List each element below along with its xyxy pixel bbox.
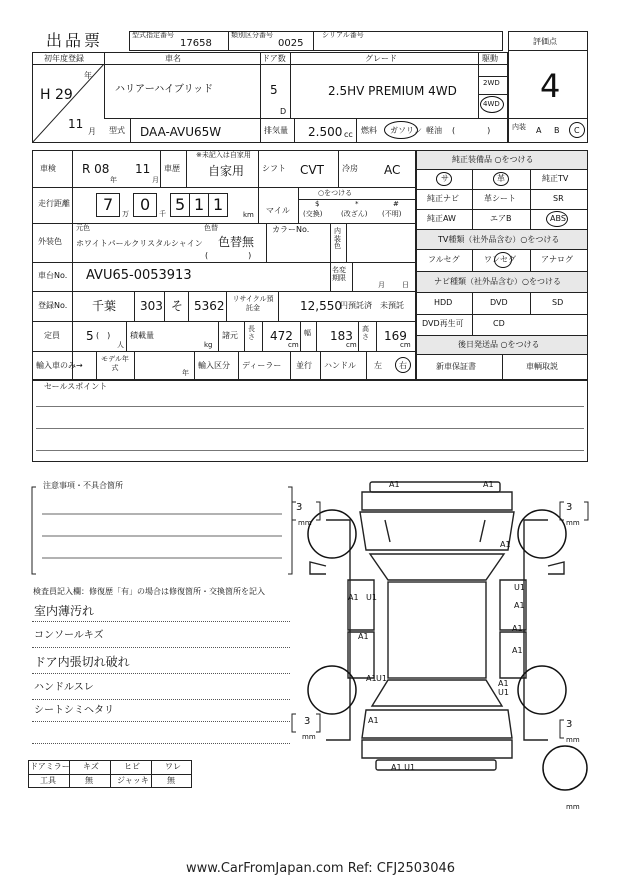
inspection-era: R 08 — [82, 162, 110, 176]
oil-paren: ( ) — [452, 126, 491, 135]
modified-label: (改ざん) — [341, 210, 368, 218]
legend-value: ジャッキ — [117, 776, 149, 785]
interior-grade-c: C — [574, 126, 580, 135]
inspection-month: 11 — [135, 162, 151, 176]
load-label: 積載量 — [130, 331, 154, 340]
reg-class: 303 — [140, 299, 163, 313]
abs-option: ABS — [550, 214, 566, 223]
first-reg-era: H 29 — [40, 87, 73, 103]
unknown-symbol: # — [393, 200, 399, 208]
note-line-4: ハンドルスレ — [34, 682, 94, 693]
fuel-value: ガソリン — [390, 126, 422, 135]
note-line-5: シートシミヘタリ — [34, 705, 114, 716]
cd-option: CD — [493, 319, 505, 328]
warranty-option: 新車保証書 — [436, 362, 476, 371]
inspection-label: 車検 — [40, 164, 56, 173]
length-label: 長さ — [248, 325, 255, 342]
interior-grade-b: B — [554, 126, 560, 135]
damage-mark: A1 — [366, 674, 377, 683]
damage-mark: U1 — [376, 674, 387, 683]
inspection-month-unit: 月 — [152, 176, 159, 184]
capacity-value: 5 — [86, 329, 94, 343]
mileage-circle-note: ○をつける — [318, 189, 353, 197]
dims-label: 諸元 — [222, 331, 238, 340]
height-unit: cm — [400, 341, 411, 349]
mileage-digit: 1 — [194, 195, 205, 214]
doors-label: ドア数 — [262, 54, 286, 63]
score-value: 4 — [540, 67, 561, 105]
displacement-value: 2.500 — [308, 125, 343, 139]
handle-label: ハンドル — [324, 361, 356, 370]
chassis-value: AVU65-0053913 — [86, 268, 192, 283]
color-no-label: カラーNo. — [272, 225, 310, 234]
mileage-sen: 千 — [159, 210, 166, 218]
note-line-3: ドア内張切れ破れ — [34, 655, 130, 669]
parallel-option: 並行 — [296, 361, 312, 370]
chassis-label: 車台No. — [38, 271, 68, 280]
reg-area: 千葉 — [92, 299, 117, 313]
drive-label: 駆動 — [482, 54, 498, 63]
hdd-option: HDD — [434, 298, 453, 307]
interior-label: 内装 — [512, 123, 526, 131]
tire-tread-fl: 3 — [296, 502, 303, 513]
oneseg-option: ワンセグ — [484, 255, 516, 264]
car-name-label: 車名 — [165, 54, 181, 63]
tv-header: TV種類（社外品含む）○をつける — [438, 235, 560, 244]
first-reg-diagonal — [32, 64, 104, 143]
oneseg-circle — [494, 252, 512, 268]
genuine-aw-option: 純正AW — [427, 214, 456, 223]
displacement-label: 排気量 — [264, 126, 288, 135]
damage-mark: U1 — [366, 593, 377, 602]
legend-header: ワレ — [165, 762, 181, 771]
use-value: 自家用 — [208, 164, 245, 178]
note-line-2: コンソールキズ — [34, 630, 104, 641]
model-number-label: 型式指定番号 — [132, 31, 174, 39]
modified-symbol: * — [355, 200, 359, 208]
shift-label: シフト — [262, 164, 286, 173]
sales-point-label: セールスポイント — [44, 382, 108, 391]
first-reg-label: 初年度登録 — [44, 54, 84, 63]
legend-value: 無 — [85, 776, 93, 785]
drive-4wd: 4WD — [483, 100, 500, 108]
name-change-label: 名変期限 — [332, 266, 346, 283]
import-label: 輸入車のみ→ — [36, 361, 83, 370]
legend-header: ドアミラー — [30, 762, 70, 771]
grade-label: グレード — [365, 54, 397, 63]
mileage-km: km — [243, 211, 254, 219]
mileage-digit: 1 — [213, 195, 224, 214]
model-year-unit: 年 — [182, 369, 189, 377]
import-class-label: 輸入区分 — [198, 361, 230, 370]
drive-2wd: 2WD — [483, 79, 500, 87]
doors-value: 5 — [270, 83, 278, 97]
damage-mark: A1 — [498, 679, 509, 688]
damage-mark: A1 — [512, 646, 523, 655]
damage-mark: A1 — [500, 540, 511, 549]
model-number: 17658 — [180, 38, 212, 49]
mileage-digit: 7 — [103, 195, 114, 214]
leather-circle — [493, 172, 509, 186]
damage-mark: A1 — [358, 632, 369, 641]
width-label: 幅 — [304, 329, 311, 337]
recycle-status: 円預託済 — [340, 301, 372, 310]
car-damage-diagram — [290, 470, 590, 810]
type-label: 型式 — [109, 126, 125, 135]
damage-mark: A1 — [368, 716, 379, 725]
reg-label: 登録No. — [38, 301, 68, 310]
cc-unit: cc — [344, 130, 353, 139]
doors-sub: D — [280, 107, 287, 116]
airbag-option: エアB — [490, 214, 512, 223]
navi-header: ナビ種類（社外品含む）○をつける — [434, 277, 561, 286]
tire-unit-rr: mm — [566, 736, 580, 744]
recycle-not: 未預託 — [380, 301, 404, 310]
car-name: ハリアーハイブリッド — [115, 84, 214, 95]
fullseg-option: フルセグ — [428, 255, 460, 264]
reg-kana: そ — [171, 299, 184, 313]
interior-grade-a: A — [536, 126, 542, 135]
sr-option: SR — [553, 194, 564, 203]
color-value: ホワイトパールクリスタルシャイン — [76, 239, 203, 248]
drive-4wd-circle — [480, 96, 504, 113]
exchange-label: (交換) — [303, 210, 323, 218]
sunroof-option: サ — [441, 174, 449, 183]
damage-mark: A1 U1 — [391, 763, 416, 772]
damage-mark: A1 — [348, 593, 359, 602]
serial-label: シリアル番号 — [322, 31, 364, 39]
tire-tread-rl: 3 — [304, 716, 311, 727]
legend-header: ヒビ — [124, 762, 140, 771]
damage-mark: A1 — [514, 601, 525, 610]
width-value: 183 — [330, 329, 353, 343]
height-value: 169 — [384, 329, 407, 343]
handle-left: 左 — [374, 361, 382, 370]
name-change-day: 日 — [402, 281, 409, 289]
first-reg-month: 11 — [68, 117, 84, 131]
length-value: 472 — [270, 329, 293, 343]
exchange-symbol: $ — [315, 200, 320, 208]
damage-mark: A1 — [389, 480, 400, 489]
color-orig-label: 元色 — [76, 224, 90, 232]
type-value: DAA-AVU65W — [140, 125, 222, 139]
unknown-label: (不明) — [382, 210, 402, 218]
first-reg-month-unit: 月 — [88, 127, 96, 136]
later-header: 後日発送品 ○をつける — [458, 340, 540, 349]
use-label: 車歴 — [164, 164, 180, 173]
name-change-month: 月 — [378, 281, 385, 289]
dvd-player-option: DVD再生可 — [422, 319, 464, 328]
genuine-header: 純正装備品 ○をつける — [452, 155, 534, 164]
first-reg-year-unit: 年 — [84, 71, 92, 80]
interior-grade-circle — [569, 122, 585, 138]
legend-value: 無 — [167, 776, 175, 785]
class-number-label: 類別区分番号 — [231, 31, 273, 39]
inspection-year-unit: 年 — [110, 176, 117, 184]
manual-option: 車輌取説 — [526, 362, 558, 371]
grade-value: 2.5HV PREMIUM 4WD — [328, 84, 457, 98]
leather-seat-option: 革シート — [484, 194, 516, 203]
height-label: 高さ — [362, 325, 369, 342]
mileage-man: 万 — [122, 210, 129, 218]
color-paren: ( ) — [205, 251, 252, 260]
genuine-navi-option: 純正ナビ — [427, 194, 459, 203]
reg-number: 5362 — [194, 299, 225, 313]
damage-mark: A1 — [483, 480, 494, 489]
damage-mark: A1 — [512, 624, 523, 633]
mileage-label: 走行距離 — [38, 199, 70, 208]
legend-header: キズ — [83, 762, 99, 771]
mileage-digit: 5 — [175, 195, 186, 214]
dealer-option: ディーラー — [242, 361, 282, 370]
capacity-person: 人 — [117, 341, 124, 349]
tire-unit-spare: mm — [566, 803, 580, 811]
capacity-label: 定員 — [44, 331, 60, 340]
model-year-label: モデル年式 — [101, 355, 129, 372]
sheet-title: 出品票 — [46, 31, 104, 50]
ac-value: AC — [384, 163, 401, 177]
legend-value: 工具 — [40, 776, 56, 785]
note-line-1: 室内薄汚れ — [34, 604, 95, 618]
tire-tread-fr: 3 — [566, 502, 573, 513]
abs-circle — [546, 211, 568, 227]
mileage-digit: 0 — [140, 195, 151, 214]
interior-color-label: 内装色 — [334, 227, 341, 251]
handle-right-circle — [395, 357, 411, 373]
recycle-amount: 12,550 — [300, 299, 342, 313]
color-change-label: 色替 — [204, 224, 218, 232]
analog-option: アナログ — [541, 255, 573, 264]
damage-mark: U1 — [514, 583, 525, 592]
leather-option: 革 — [497, 174, 505, 183]
fuel-label: 燃料 — [361, 126, 377, 135]
mile-label: マイル — [266, 206, 290, 215]
recycle-label: リサイクル預託金 — [232, 295, 274, 312]
damage-mark: U1 — [498, 688, 509, 697]
genuine-tv-option: 純正TV — [542, 174, 569, 183]
ac-label: 冷房 — [342, 164, 358, 173]
color-change-value: 色替無 — [218, 235, 255, 249]
use-note: ※未記入は自家用 — [196, 151, 251, 159]
tire-unit-fl: mm — [298, 519, 312, 527]
capacity-paren: ( ) — [96, 331, 111, 340]
dvd-option: DVD — [490, 298, 508, 307]
sd-option: SD — [552, 298, 564, 307]
tire-tread-rr: 3 — [566, 719, 573, 730]
remarks-bracket — [28, 481, 303, 584]
load-kg: kg — [204, 341, 213, 349]
shift-value: CVT — [300, 163, 324, 177]
watermark: www.CarFromJapan.com Ref: CFJ2503046 — [186, 861, 456, 876]
length-unit: cm — [288, 341, 299, 349]
handle-right: 右 — [399, 361, 407, 370]
color-label: 外装色 — [38, 237, 62, 246]
class-number: 0025 — [278, 38, 304, 49]
tire-unit-rl: mm — [302, 733, 316, 741]
score-label: 評価点 — [533, 37, 557, 46]
oil-label: 軽油 — [426, 126, 442, 135]
remarks-label: 注意事項・不具合箇所 — [43, 481, 123, 490]
inspector-label: 検査員記入欄：修復歴「有」の場合は修復箇所・交換箇所を記入 — [33, 587, 265, 596]
tire-unit-fr: mm — [566, 519, 580, 527]
sunroof-circle — [436, 172, 452, 186]
width-unit: cm — [346, 341, 357, 349]
fuel-circle — [384, 121, 418, 139]
